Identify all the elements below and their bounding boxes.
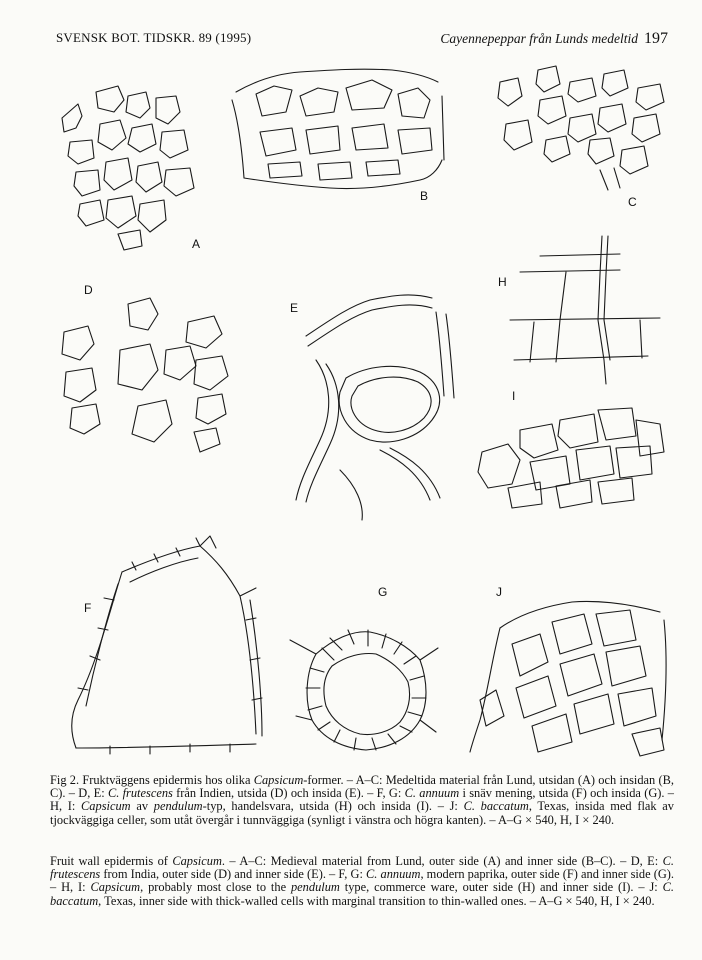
panel-label-h: H — [498, 275, 507, 289]
panel-label-i: I — [512, 389, 516, 403]
caption-segment: pendulum — [153, 799, 203, 814]
caption-segment: Capsicum — [81, 799, 131, 814]
caption-segment: pendulum — [290, 880, 340, 895]
panel-i-drawing — [478, 408, 664, 508]
caption-segment: type, commerce ware, outer side (H) and inner side (I). – J: — [339, 880, 663, 895]
caption-segment: from India, outer side (D) and inner side (E). – F, G: — [100, 867, 367, 882]
panel-label-a: A — [192, 237, 201, 251]
journal-citation: SVENSK BOT. TIDSKR. 89 (1995) — [56, 30, 252, 45]
caption-segment: , probably most close to the — [140, 880, 291, 895]
figure-caption-english — [50, 855, 674, 908]
caption-segment: , Texas, insida med flak av tjockväggiga celler, som utåt övergår i tunnväggiga (synligt i vänstra och högra kanten). – A–G × 540, H, I × 240. — [50, 799, 674, 827]
caption-segment: av — [130, 799, 154, 814]
caption-segment: C. frutescens — [50, 854, 674, 882]
panel-e-drawing — [296, 295, 454, 520]
panel-h-drawing — [510, 236, 660, 384]
running-title: Cayennepeppar från Lunds medeltid — [440, 31, 638, 46]
figure-caption-swedish — [50, 774, 674, 827]
panel-c-drawing — [498, 66, 664, 190]
caption-segment: . – A–C: Medieval material from Lund, outer side (A) and inner side (B–C). – D, E: — [221, 854, 663, 868]
panel-label-b: B — [420, 189, 429, 203]
panel-b-drawing — [232, 69, 444, 188]
caption-segment: Capsicum — [253, 773, 304, 787]
caption-segment: , Texas, inner side with thick-walled cells with marginal transition to thin-walled ones. – A–G × 540, H, I × 240. — [98, 893, 655, 908]
panel-j-drawing — [470, 601, 666, 756]
panel-label-e: E — [290, 301, 299, 315]
caption-segment: C. frutescens — [107, 786, 173, 801]
panel-label-c: C — [628, 195, 637, 209]
caption-segment: C. annuum — [404, 786, 460, 801]
caption-segment: Fig 2. Fruktväggens epidermis hos olika — [50, 773, 254, 787]
caption-segment: Fruit wall epidermis of — [50, 854, 173, 868]
caption-segment: C. baccatum — [50, 880, 674, 908]
caption-segment: Capsicum — [90, 880, 141, 895]
panel-label-d: D — [84, 283, 93, 297]
panel-label-f: F — [84, 601, 92, 615]
panel-label-g: G — [378, 585, 388, 599]
caption-segment: från Indien, utsida (D) och insida (E). – F, G: — [172, 786, 405, 801]
panel-d-drawing — [62, 298, 228, 452]
caption-segment: -typ, handelsvara, utsida (H) och insida (I). – J: — [202, 799, 464, 814]
panel-label-j: J — [496, 585, 502, 599]
caption-segment: i snäv mening, utsida (F) och insida (G). – H, I: — [50, 786, 674, 814]
panel-f-drawing — [72, 536, 262, 754]
panel-g-drawing — [290, 630, 438, 750]
caption-segment: C. annuum — [366, 867, 421, 882]
page-number: 197 — [644, 30, 668, 47]
caption-segment: Capsicum — [172, 854, 222, 868]
caption-segment: , modern paprika, outer side (F) and inner side (G). – H, I: — [50, 867, 674, 895]
caption-segment: C. baccatum — [463, 799, 529, 814]
caption-segment: -former. – A–C: Medeltida material från Lund, utsidan (A) och insidan (B, C). – D, E: — [50, 773, 675, 801]
panel-a-drawing — [62, 86, 194, 250]
